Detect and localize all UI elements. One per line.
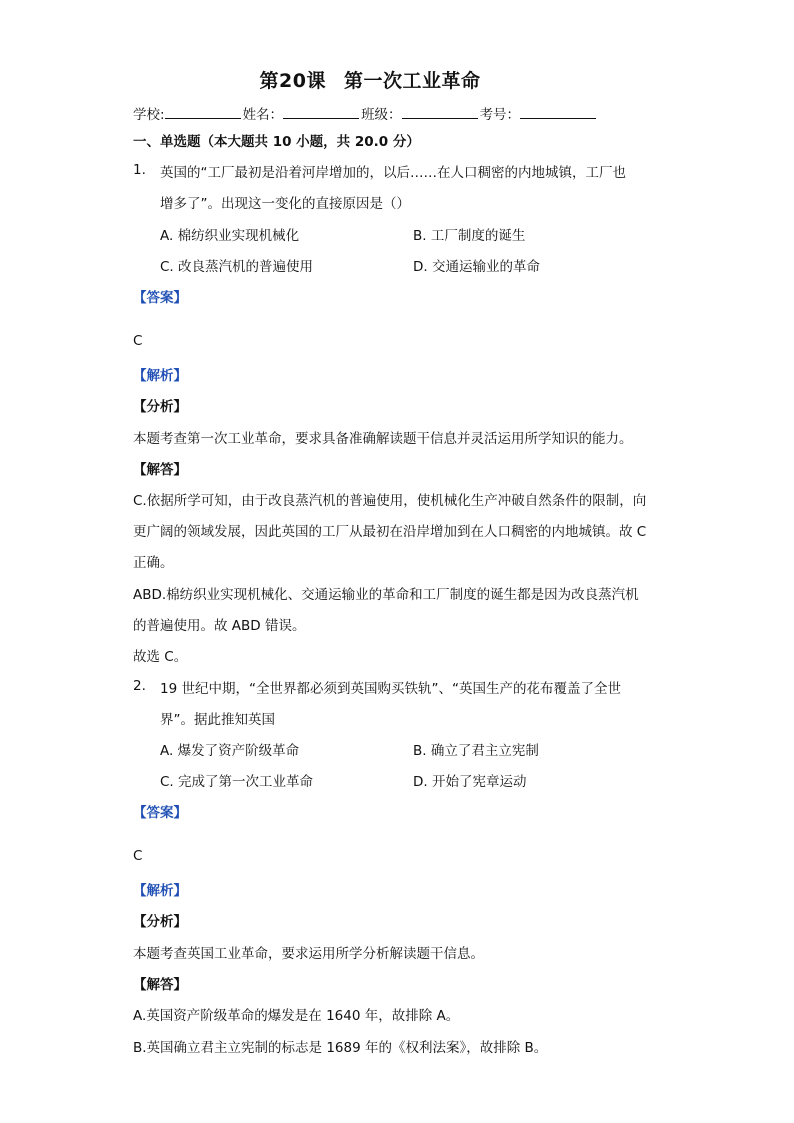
- school-label: 学校:: [133, 107, 165, 123]
- question-1-jieda-tag: 【解答】: [133, 462, 187, 478]
- question-2-option-b[interactable]: B. 确立了君主立宪制: [413, 743, 539, 759]
- lesson-name: 第一次工业革命: [343, 70, 481, 92]
- question-1-answer: C: [133, 333, 143, 349]
- exam-number-blank[interactable]: [520, 105, 596, 119]
- school-blank[interactable]: [165, 105, 241, 119]
- question-2-option-d[interactable]: D. 开始了宪章运动: [413, 774, 527, 790]
- question-1-answer-tag: 【答案】: [133, 290, 187, 306]
- name-label: 姓名：: [242, 107, 284, 123]
- exam-number-label: 考号：: [479, 107, 521, 123]
- question-2-answer: C: [133, 848, 143, 864]
- question-1-jieda-line-3: 正确。: [133, 555, 174, 571]
- question-1-jieda-line-1: C.依据所学可知，由于改良蒸汽机的普遍使用，使机械化生产冲破自然条件的限制，向: [133, 493, 647, 509]
- question-1-stem-line-1: 英国的“工厂最初是沿着河岸增加的，以后……在人口稠密的内地城镇，工厂也: [160, 165, 626, 181]
- question-2-option-a[interactable]: A. 爆发了资产阶级革命: [160, 743, 300, 759]
- class-label: 班级：: [361, 107, 402, 123]
- question-1-fenxi-text: 本题考查第一次工业革命，要求具备准确解读题干信息并灵活运用所学知识的能力。: [133, 431, 633, 447]
- page-title: [0, 66, 740, 93]
- question-1-stem-line-2: 增多了”。出现这一变化的直接原因是（）: [160, 196, 410, 212]
- question-1-jieda-line-4: ABD.棉纺织业实现机械化、交通运输业的革命和工厂制度的诞生都是因为改良蒸汽机: [133, 587, 639, 603]
- question-2-jieda-line-1: A.英国资产阶级革命的爆发是在 1640 年，故排除 A。: [133, 1008, 460, 1024]
- question-1-option-d[interactable]: D. 交通运输业的革命: [413, 259, 540, 275]
- lesson-number: 第20课: [259, 70, 326, 92]
- question-2-stem-line-2: 界”。据此推知英国: [160, 712, 275, 728]
- student-info-line: [133, 103, 598, 123]
- question-2-stem-line-1: 19 世纪中期，“全世界都必须到英国购买铁轨”、“英国生产的花布覆盖了全世: [160, 681, 621, 697]
- question-2-fenxi-text: 本题考查英国工业革命，要求运用所学分析解读题干信息。: [133, 946, 484, 962]
- question-2-jieda-tag: 【解答】: [133, 977, 187, 993]
- question-1-option-c[interactable]: C. 改良蒸汽机的普遍使用: [160, 259, 314, 275]
- question-2-number: 2.: [133, 678, 146, 694]
- section-header: 一、单选题（本大题共 10 小题，共 20.0 分）: [133, 134, 420, 150]
- question-1-option-a[interactable]: A. 棉纺织业实现机械化: [160, 228, 300, 244]
- name-blank[interactable]: [283, 105, 359, 119]
- question-2-jieda-line-2: B.英国确立君主立宪制的标志是 1689 年的《权利法案》，故排除 B。: [133, 1040, 548, 1056]
- question-2-analysis-tag: 【解析】: [133, 883, 187, 899]
- question-1-jieda-line-2: 更广阔的领域发展，因此英国的工厂从最初在沿岸增加到在人口稠密的内地城镇。故 C: [133, 524, 647, 540]
- question-1-jieda-line-5: 的普遍使用。故 ABD 错误。: [133, 618, 306, 634]
- question-1-jieda-line-6: 故选 C。: [133, 649, 188, 665]
- question-1-number: 1.: [133, 162, 146, 178]
- class-blank[interactable]: [402, 105, 478, 119]
- question-2-fenxi-tag: 【分析】: [133, 914, 187, 930]
- question-1-fenxi-tag: 【分析】: [133, 399, 187, 415]
- question-1-option-b[interactable]: B. 工厂制度的诞生: [413, 228, 526, 244]
- question-2-answer-tag: 【答案】: [133, 805, 187, 821]
- question-1-analysis-tag: 【解析】: [133, 368, 187, 384]
- question-2-option-c[interactable]: C. 完成了第一次工业革命: [160, 774, 314, 790]
